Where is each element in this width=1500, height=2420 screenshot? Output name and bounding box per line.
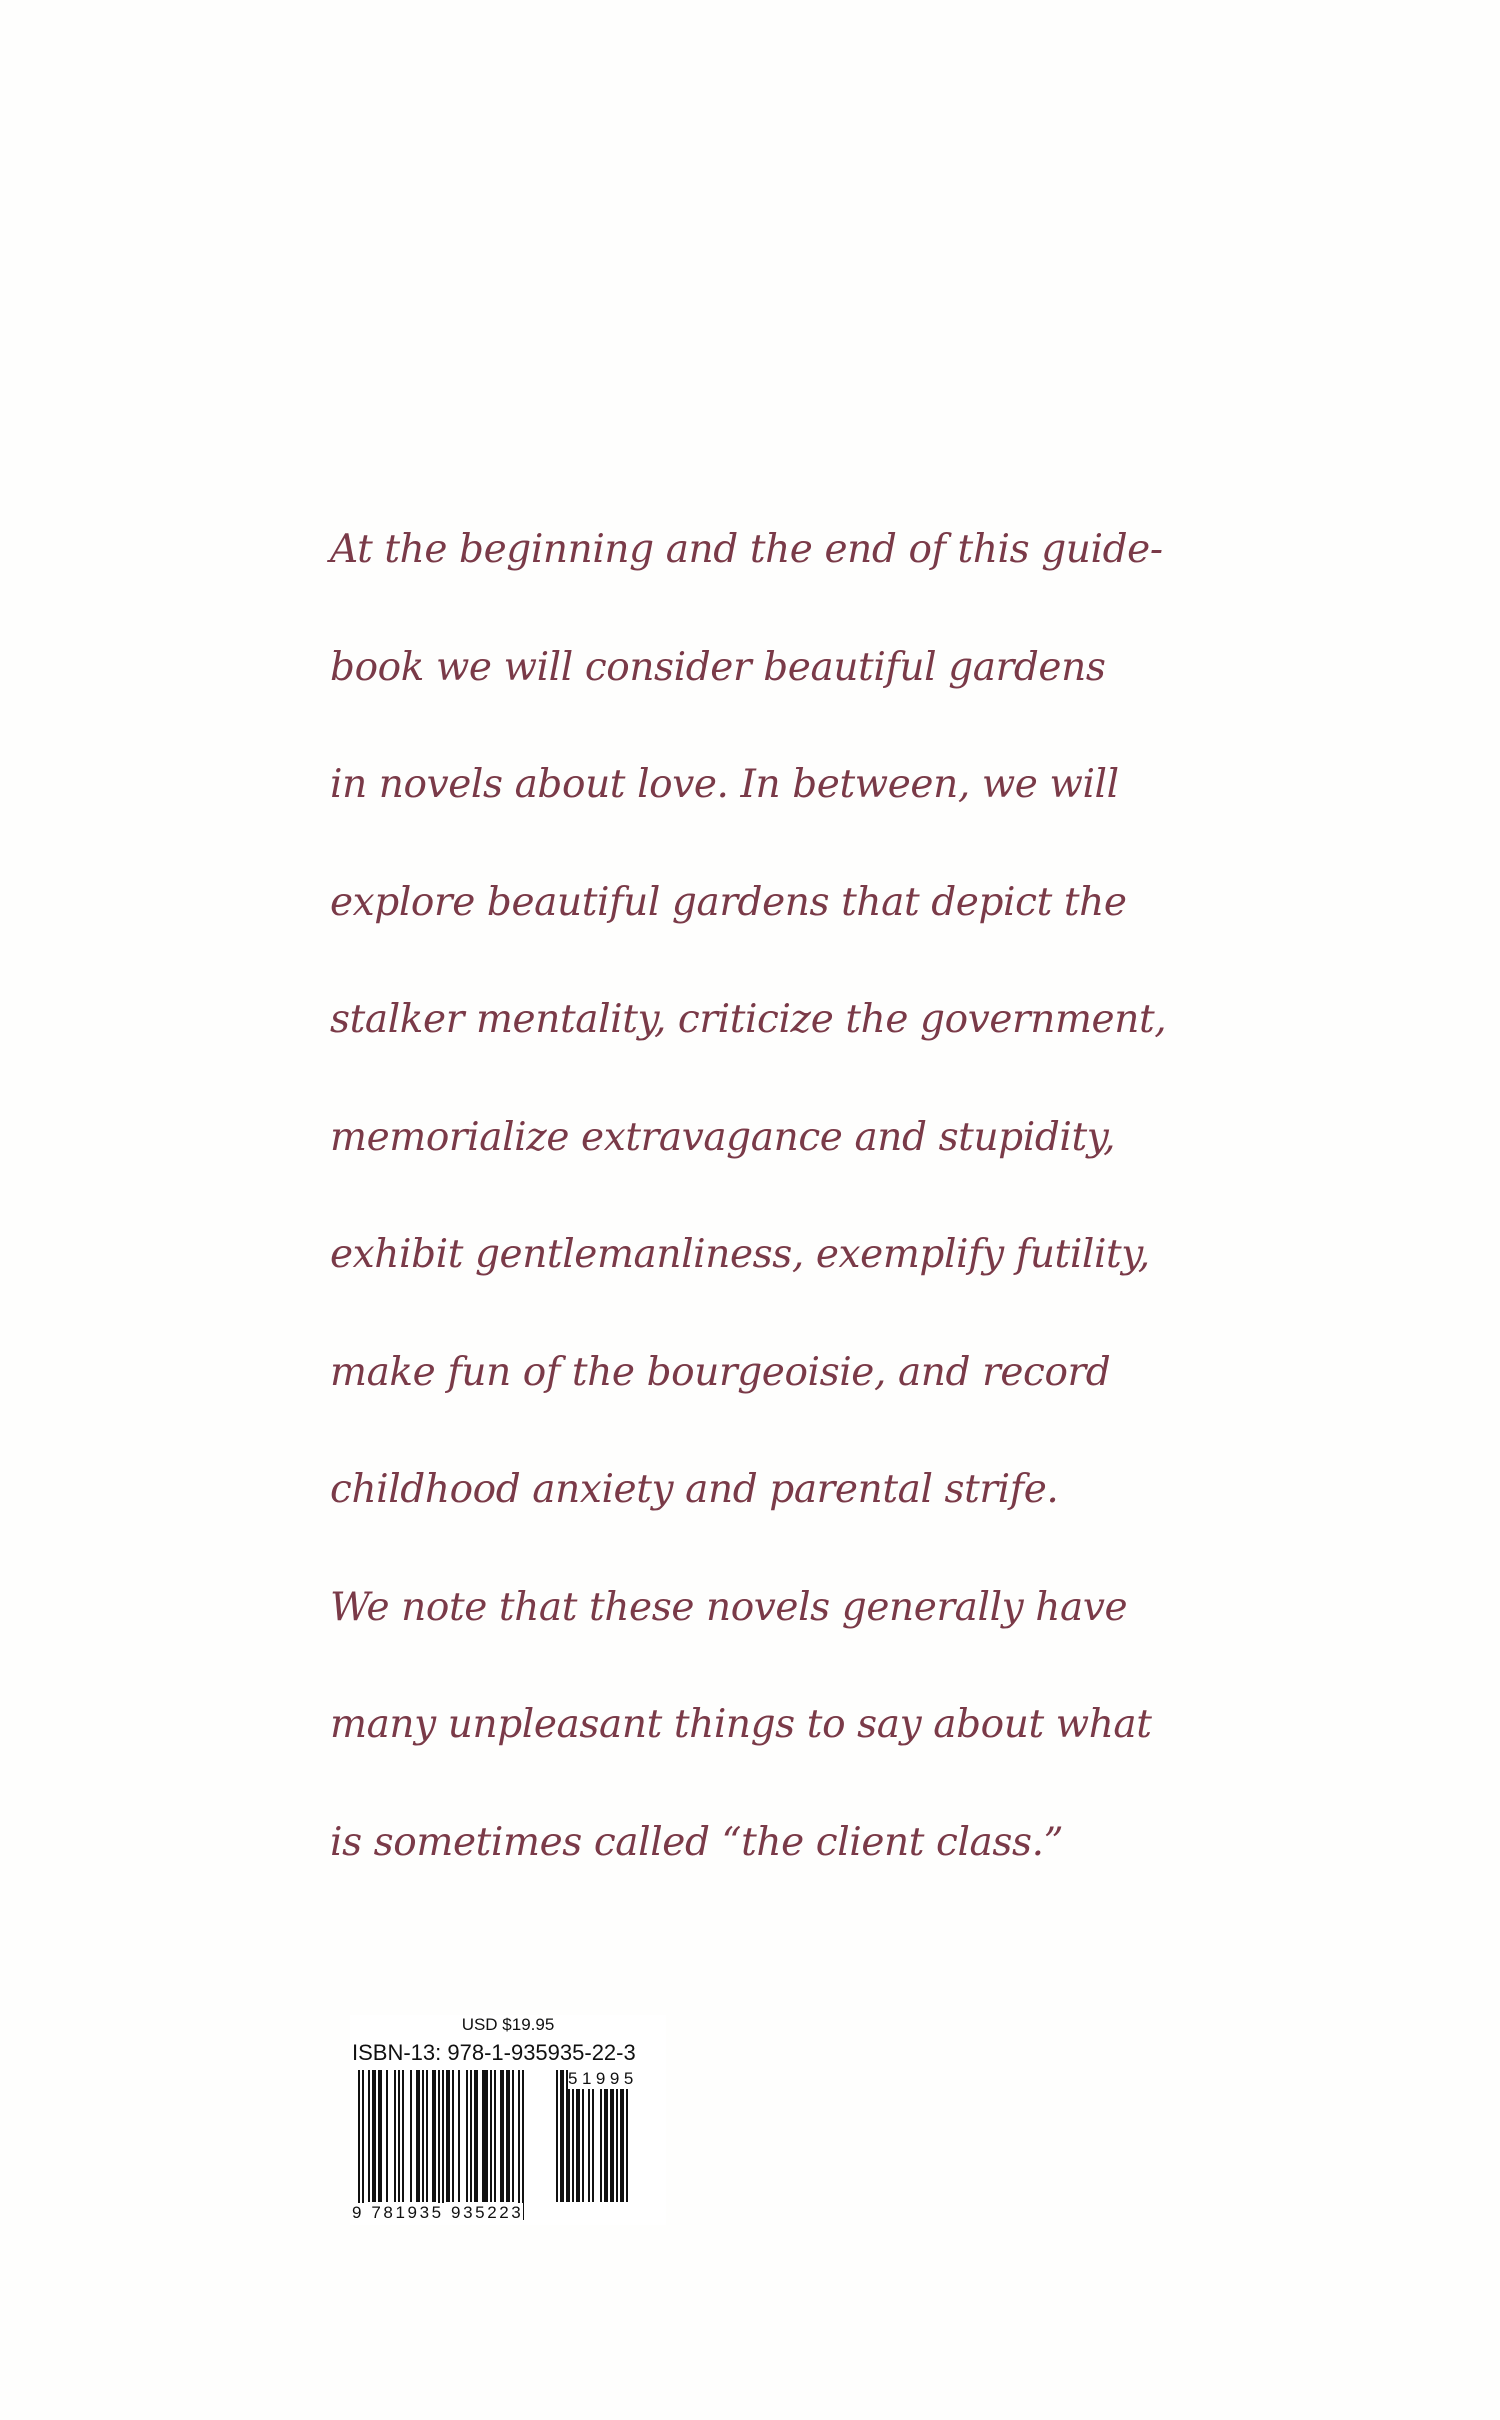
blurb-line-1: At the beginning and the end of this guide- <box>330 527 1163 572</box>
blurb-text <box>330 515 1167 1925</box>
price-label: USD $19.95 <box>461 2015 555 2034</box>
blurb-line-6: memorialize extravagance and stupidity, <box>330 1114 1116 1160</box>
ean-digits: 9 781935 935223 <box>352 2203 524 2222</box>
isbn-label: ISBN-13: 978-1-935935-22-3 <box>352 2040 636 2065</box>
price-addon-barcode-bars <box>556 2070 666 2220</box>
isbn-barcode <box>350 2015 666 2225</box>
blurb-line-4: explore beautiful gardens that depict the <box>330 879 1127 925</box>
blurb-line-7: exhibit gentlemanliness, exemplify futility, <box>330 1232 1150 1277</box>
blurb-line-8: make fun of the bourgeoisie, and record <box>330 1349 1111 1395</box>
addon-digits: 51995 <box>568 2069 638 2088</box>
blurb-line-9: childhood anxiety and parental strife. <box>330 1467 1059 1512</box>
blurb-line-10: We note that these novels generally have <box>330 1584 1128 1630</box>
ean13-barcode-bars <box>358 2070 558 2220</box>
blurb-line-11: many unpleasant things to say about what <box>330 1702 1152 1747</box>
blurb-line-12: is sometimes called “the client class.” <box>330 1819 1064 1865</box>
blurb-line-2: book we will consider beautiful gardens <box>330 644 1106 690</box>
blurb-line-3: in novels about love. In between, we will <box>330 762 1119 807</box>
blurb-line-5: stalker mentality, criticize the government, <box>330 997 1167 1042</box>
